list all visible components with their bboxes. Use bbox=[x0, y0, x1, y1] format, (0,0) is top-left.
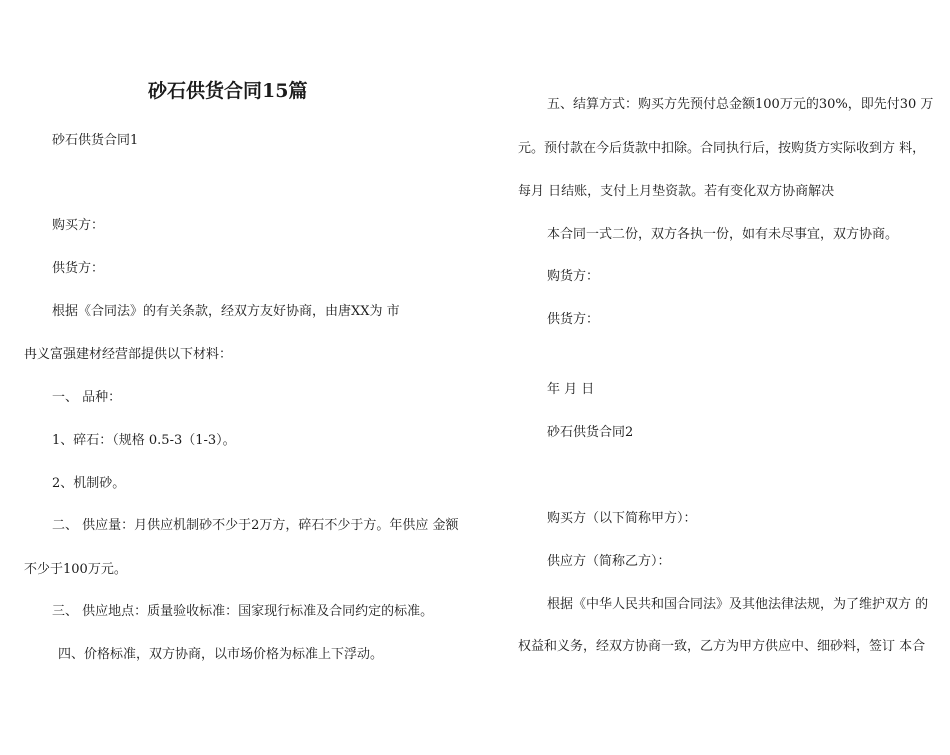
section-price-standard: 四、价格标准，双方协商，以市场价格为标准上下浮动。 bbox=[58, 647, 384, 662]
item-gravel: 1、碎石：（规格 0.5-3（1-3）。 bbox=[52, 433, 236, 448]
document-title: 砂石供货合同15篇 bbox=[148, 80, 308, 102]
buyer-label: 购买方： bbox=[52, 218, 105, 233]
paragraph-line: 不少于100万元。 bbox=[24, 562, 127, 577]
contract-heading-2: 砂石供货合同2 bbox=[547, 425, 634, 440]
paragraph-line: 冉义富强建材经营部提供以下材料： bbox=[24, 347, 233, 362]
section-supply-location: 三、 供应地点：质量验收标准：国家现行标准及合同约定的标准。 bbox=[52, 604, 434, 619]
supplier-signature-label: 供货方： bbox=[547, 312, 600, 327]
party-a-label: 购买方（以下简称甲方）： bbox=[547, 511, 697, 526]
paragraph-line: 元。预付款在今后货款中扣除。合同执行后，按购货方实际收到方 料， bbox=[518, 141, 926, 156]
supplier-label: 供货方： bbox=[52, 261, 105, 276]
party-b-label: 供应方（简称乙方）： bbox=[547, 554, 671, 569]
section-supply-volume: 二、 供应量：月供应机制砂不少于2万方，碎石不少于方。年供应 金额 bbox=[52, 518, 459, 533]
paragraph-line: 每月 日结账，支付上月垫资款。若有变化双方协商解决 bbox=[518, 184, 835, 199]
paragraph-line: 根据《合同法》的有关条款，经双方友好协商，由唐XX为 市 bbox=[52, 304, 400, 319]
item-machine-sand: 2、机制砂。 bbox=[52, 476, 126, 491]
paragraph-line: 根据《中华人民共和国合同法》及其他法律法规，为了维护双方 的 bbox=[547, 597, 929, 612]
section-settlement: 五、结算方式：购买方先预付总金额100万元的30%，即先付30 万 bbox=[547, 97, 934, 112]
contract-heading-1: 砂石供货合同1 bbox=[52, 133, 139, 148]
date-line: 年 月 日 bbox=[547, 382, 595, 397]
paragraph-copies: 本合同一式二份，双方各执一份，如有未尽事宜，双方协商。 bbox=[547, 227, 899, 242]
section-variety: 一、 品种： bbox=[52, 390, 122, 405]
buyer-signature-label: 购货方： bbox=[547, 269, 600, 284]
paragraph-line: 权益和义务，经双方协商一致，乙方为甲方供应中、细砂料，签订 本合 bbox=[518, 639, 926, 654]
